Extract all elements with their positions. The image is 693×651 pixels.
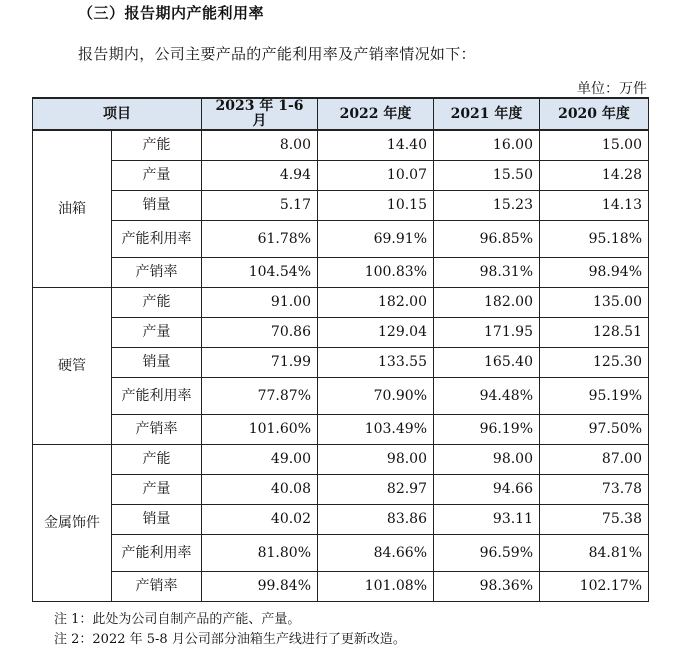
cell-value: 14.13 — [540, 191, 649, 221]
table-row — [33, 191, 649, 221]
table-row — [33, 445, 649, 475]
cell-value: 101.60% — [202, 415, 318, 445]
metric-label: 产销率 — [112, 258, 202, 288]
cell-value: 15.00 — [540, 130, 649, 161]
cell-value: 84.66% — [318, 535, 434, 572]
table-row — [33, 221, 649, 258]
cell-value: 70.86 — [202, 318, 318, 348]
cell-value: 61.78% — [202, 221, 318, 258]
table-header-row — [33, 98, 649, 130]
cell-value: 133.55 — [318, 348, 434, 378]
unit-label: 单位：万件 — [577, 81, 647, 97]
table-row — [33, 130, 649, 161]
cell-value: 81.80% — [202, 535, 318, 572]
group-label-hard-pipe: 硬管 — [33, 288, 112, 445]
header-item: 项目 — [33, 98, 202, 130]
metric-label: 产能利用率 — [112, 378, 202, 415]
table-row — [33, 288, 649, 318]
table-row — [33, 535, 649, 572]
header-2020: 2020 年度 — [540, 98, 649, 130]
cell-value: 102.17% — [540, 572, 649, 602]
cell-value: 73.78 — [540, 475, 649, 505]
table-row — [33, 572, 649, 602]
table-row — [33, 161, 649, 191]
cell-value: 83.86 — [318, 505, 434, 535]
group-label-fuel-tank: 油箱 — [33, 130, 112, 288]
cell-value: 96.19% — [434, 415, 540, 445]
cell-value: 94.66 — [434, 475, 540, 505]
cell-value: 98.00 — [434, 445, 540, 475]
metric-label: 产能 — [112, 288, 202, 318]
cell-value: 4.94 — [202, 161, 318, 191]
table-row — [33, 505, 649, 535]
header-2023h1: 2023 年 1-6 月 — [202, 98, 318, 130]
table-row — [33, 258, 649, 288]
cell-value: 98.00 — [318, 445, 434, 475]
intro-paragraph: 报告期内，公司主要产品的产能利用率及产销率情况如下： — [78, 45, 476, 63]
capacity-table — [32, 97, 649, 602]
cell-value: 49.00 — [202, 445, 318, 475]
cell-value: 129.04 — [318, 318, 434, 348]
cell-value: 95.19% — [540, 378, 649, 415]
cell-value: 8.00 — [202, 130, 318, 161]
cell-value: 70.90% — [318, 378, 434, 415]
cell-value: 69.91% — [318, 221, 434, 258]
section-heading: （三）报告期内产能利用率 — [78, 4, 265, 22]
cell-value: 171.95 — [434, 318, 540, 348]
metric-label: 销量 — [112, 191, 202, 221]
cell-value: 135.00 — [540, 288, 649, 318]
cell-value: 101.08% — [318, 572, 434, 602]
cell-value: 14.40 — [318, 130, 434, 161]
metric-label: 产能利用率 — [112, 221, 202, 258]
cell-value: 16.00 — [434, 130, 540, 161]
cell-value: 128.51 — [540, 318, 649, 348]
metric-label: 产量 — [112, 475, 202, 505]
metric-label: 产量 — [112, 318, 202, 348]
metric-label: 产能 — [112, 445, 202, 475]
cell-value: 15.50 — [434, 161, 540, 191]
cell-value: 77.87% — [202, 378, 318, 415]
table-row — [33, 348, 649, 378]
cell-value: 182.00 — [318, 288, 434, 318]
footnote-1: 注 1：此处为公司自制产品的产能、产量。 — [54, 612, 301, 627]
cell-value: 98.94% — [540, 258, 649, 288]
cell-value: 10.15 — [318, 191, 434, 221]
group-label-metal-trim: 金属饰件 — [33, 445, 112, 602]
cell-value: 99.84% — [202, 572, 318, 602]
cell-value: 87.00 — [540, 445, 649, 475]
metric-label: 销量 — [112, 348, 202, 378]
metric-label: 产销率 — [112, 415, 202, 445]
footnote-2: 注 2：2022 年 5-8 月公司部分油箱生产线进行了更新改造。 — [54, 632, 406, 647]
footnotes — [54, 610, 406, 650]
cell-value: 40.02 — [202, 505, 318, 535]
cell-value: 5.17 — [202, 191, 318, 221]
cell-value: 98.31% — [434, 258, 540, 288]
metric-label: 产销率 — [112, 572, 202, 602]
cell-value: 125.30 — [540, 348, 649, 378]
table-row — [33, 378, 649, 415]
metric-label: 产能利用率 — [112, 535, 202, 572]
metric-label: 销量 — [112, 505, 202, 535]
cell-value: 14.28 — [540, 161, 649, 191]
cell-value: 82.97 — [318, 475, 434, 505]
cell-value: 71.99 — [202, 348, 318, 378]
table-row — [33, 318, 649, 348]
cell-value: 182.00 — [434, 288, 540, 318]
cell-value: 91.00 — [202, 288, 318, 318]
cell-value: 96.59% — [434, 535, 540, 572]
cell-value: 93.11 — [434, 505, 540, 535]
table-row — [33, 415, 649, 445]
cell-value: 104.54% — [202, 258, 318, 288]
cell-value: 165.40 — [434, 348, 540, 378]
cell-value: 75.38 — [540, 505, 649, 535]
cell-value: 97.50% — [540, 415, 649, 445]
cell-value: 15.23 — [434, 191, 540, 221]
cell-value: 96.85% — [434, 221, 540, 258]
header-2021: 2021 年度 — [434, 98, 540, 130]
cell-value: 40.08 — [202, 475, 318, 505]
table-row — [33, 475, 649, 505]
cell-value: 100.83% — [318, 258, 434, 288]
cell-value: 94.48% — [434, 378, 540, 415]
cell-value: 98.36% — [434, 572, 540, 602]
cell-value: 103.49% — [318, 415, 434, 445]
cell-value: 84.81% — [540, 535, 649, 572]
metric-label: 产量 — [112, 161, 202, 191]
cell-value: 95.18% — [540, 221, 649, 258]
metric-label: 产能 — [112, 130, 202, 161]
header-2022: 2022 年度 — [318, 98, 434, 130]
cell-value: 10.07 — [318, 161, 434, 191]
